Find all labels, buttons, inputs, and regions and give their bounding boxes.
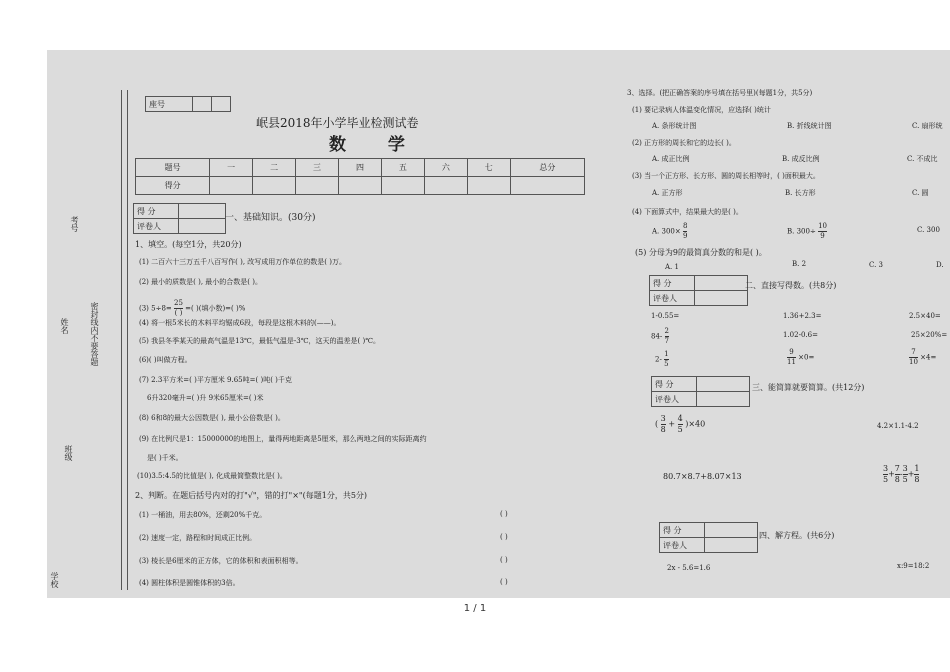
- choice-5-b: B. 2: [792, 260, 807, 268]
- question-3: (3) 5÷8= 25 ( ) =( )(填小数)=( )%: [139, 299, 246, 317]
- grader-box-4: 得 分 评卷人: [659, 522, 758, 553]
- grader-box-2: 得 分 评卷人: [649, 275, 748, 306]
- choice-1: (1) 要记录病人体温变化情况，应选择( )统计: [632, 106, 771, 114]
- name-label: 姓名: [60, 318, 69, 334]
- exam-number-label: 考号: [70, 216, 79, 232]
- choice-4-a: A. 300× $\frac{8}{9}$: [652, 222, 688, 240]
- total-score-table: [135, 158, 585, 195]
- choice-2-a: A. 成正比例: [652, 155, 690, 163]
- score-table-header: 题号 一 二 三 四 五 六 七 总分: [136, 159, 585, 177]
- choice-2-b: B. 成反比例: [782, 155, 820, 163]
- exam-paper-scan: [47, 50, 950, 598]
- direct-5: 1.02-0.6=: [783, 331, 818, 339]
- choice-5-d: D.: [936, 261, 944, 269]
- judge-1-paren: ( ): [500, 510, 508, 518]
- direct-4: 84- $\frac{2}{7}$: [651, 327, 669, 345]
- seat-label: 座号: [146, 97, 193, 112]
- question-4: (4) 将一根5米长的木料平均锯成6段，每段是这根木料的(——)。: [139, 319, 341, 327]
- school-label: 学校: [50, 572, 59, 588]
- judge-3: (3) 棱长是6厘米的正方体，它的体积和表面积相等。: [139, 557, 303, 565]
- q3-fraction: 25 ( ): [174, 299, 183, 317]
- binding-line: [127, 90, 128, 590]
- judge-4-paren: ( ): [500, 578, 508, 586]
- question-7a: (7) 2.3平方米=( )平方厘米 9.65吨=( )吨( )千克: [139, 376, 292, 384]
- choice-title: 3、选择。(把正确答案的序号填在括号里)(每题1分，共5分): [627, 89, 813, 97]
- choice-3-c: C. 圆: [912, 189, 929, 197]
- exam-title: 岷县2018年小学毕业检测试卷: [256, 116, 419, 130]
- binding-line-2: [121, 90, 122, 590]
- seat-number-box: [145, 96, 231, 112]
- choice-5-c: C. 3: [869, 261, 884, 269]
- question-10: (10)3.5:4.5的比值是( ), 化成最简整数比是( )。: [137, 472, 287, 480]
- choice-3: (3) 当一个正方形、长方形、圆的周长相等时，( )面积最大。: [632, 172, 820, 180]
- page-indicator: 1 / 1: [463, 603, 487, 614]
- section3-heading: 三、能简算就要简算。(共12分): [752, 383, 865, 392]
- judge-title: 2、判断。在题后括号内对的打"√"，错的打"×"(每题1分，共5分): [135, 491, 368, 500]
- question-6: (6)( )叫做方程。: [139, 356, 192, 364]
- question-9b: 是( )千米。: [147, 454, 183, 462]
- choice-5: (5) 分母为9的最简真分数的和是( )。: [635, 248, 767, 257]
- judge-3-paren: ( ): [500, 556, 508, 564]
- simplify-1: ( $\frac{3}{8}$ + $\frac{4}{5}$ )×40: [655, 414, 706, 434]
- choice-4: (4) 下面算式中，结果最大的是( )。: [632, 208, 743, 216]
- direct-2: 1.36+2.3=: [783, 312, 822, 320]
- section4-heading: 四、解方程。(共6分): [759, 531, 835, 540]
- direct-8: $\frac{9}{11}$ ×0=: [787, 348, 815, 366]
- choice-3-b: B. 长方形: [785, 189, 816, 197]
- grader-box-1: 得 分 评卷人: [133, 203, 226, 234]
- judge-1: (1) 一桶油，用去80%，还剩20%千克。: [139, 511, 267, 519]
- equation-1: 2x - 5.6=1.6: [667, 564, 711, 572]
- direct-9: $\frac{7}{10}$ ×4=: [909, 348, 937, 366]
- score-table-row: 得分: [136, 177, 585, 195]
- seal-line-note: 密封线内不要答题: [90, 302, 99, 366]
- direct-1: 1-0.55=: [651, 312, 680, 320]
- question-7b: 6升320毫升=( )升 9米65厘米=( )米: [147, 394, 264, 402]
- choice-4-c: C. 300: [917, 226, 940, 234]
- class-label: 班级: [64, 445, 73, 461]
- choice-2: (2) 正方形的周长和它的边长( )。: [632, 139, 736, 147]
- choice-2-c: C. 不成比: [907, 155, 938, 163]
- subject-title: 数 学: [329, 135, 423, 155]
- choice-1-b: B. 折线统计图: [787, 122, 832, 130]
- simplify-2: 4.2×1.1-4.2: [877, 422, 919, 430]
- choice-5-a: A. 1: [665, 263, 679, 271]
- judge-4: (4) 圆柱体积是圆锥体积的3倍。: [139, 579, 240, 587]
- question-1: (1) 二百六十三万五千八百写作( ), 改写成用万作单位的数是( )万。: [139, 258, 346, 266]
- grader-box-3: 得 分 评卷人: [651, 376, 750, 407]
- direct-7: 2- $\frac{1}{5}$: [655, 350, 669, 368]
- question-5: (5) 我县冬季某天的最高气温是13℃，最低气温是-3℃，这天的温差是( )℃。: [139, 337, 381, 345]
- judge-2-paren: ( ): [500, 533, 508, 541]
- simplify-4: $\frac{3}{5}$ + $\frac{7}{8}$ - $\frac{3}{5}$ + $\frac{1}{8}$: [883, 464, 920, 484]
- direct-6: 25×20%=: [911, 331, 948, 339]
- question-9a: (9) 在比例尺是1：15000000的地图上，量得两地距离是5厘米，那么两地之间的实际距离约: [139, 435, 427, 443]
- choice-4-b: B. 300÷ $\frac{10}{9}$: [787, 222, 827, 240]
- direct-3: 2.5×40=: [909, 312, 941, 320]
- judge-2: (2) 速度一定，路程和时间成正比例。: [139, 534, 257, 542]
- equation-2: x:9=18:2: [897, 562, 930, 570]
- section1-heading: 一、基础知识。(30分): [225, 213, 316, 223]
- choice-1-c: C. 扇形统: [912, 122, 943, 130]
- choice-1-a: A. 条形统计图: [652, 122, 697, 130]
- section2-heading: 二、直接写得数。(共8分): [745, 281, 837, 290]
- fill-blank-title: 1、填空。(每空1分，共20分): [135, 240, 242, 249]
- question-2: (2) 最小的质数是( ), 最小的合数是( )。: [139, 278, 262, 286]
- simplify-3: 80.7×8.7+8.07×13: [663, 472, 742, 481]
- question-8: (8) 6和8的最大公因数是( ), 最小公倍数是( )。: [139, 414, 285, 422]
- choice-3-a: A. 正方形: [652, 189, 683, 197]
